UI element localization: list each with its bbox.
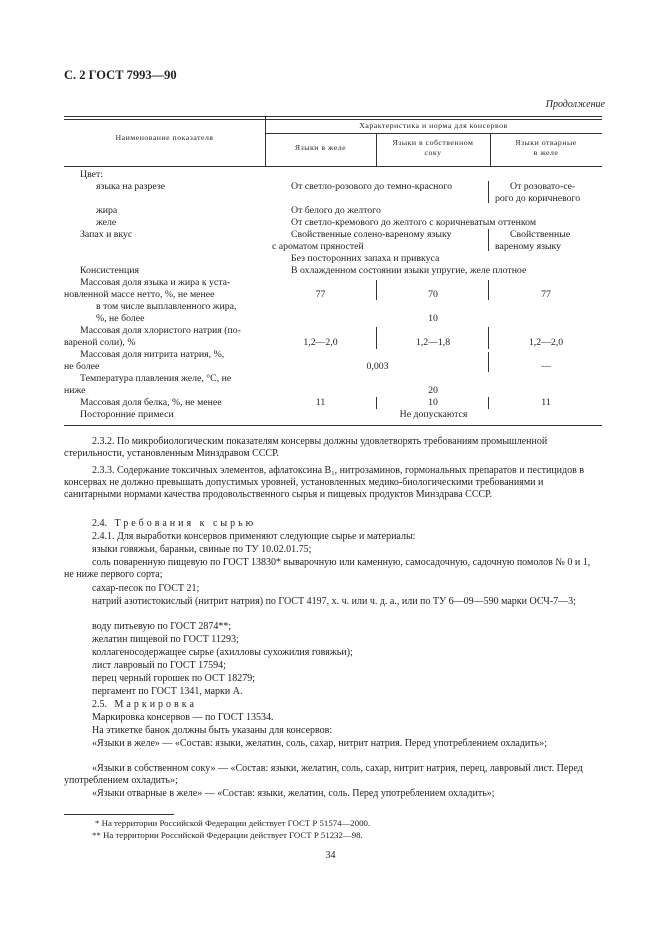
col-indicator-header: Наименование показателя [115,133,214,142]
paragraph-2-3-2: 2.3.2. По микробиологическим показателям консервы должны удовлетворять требованиям промышленной стерильности, установленным Минздравом СССР. [64,436,548,460]
col-group-header: Характеристика и норма для консервов [359,121,508,130]
row-jelly-value: От светло-кремового до желтого с коричневатым оттенком [291,217,537,228]
paragraph-2-5-marking: Маркировка консервов — по ГОСТ 13534. [92,712,274,723]
table-bottom-rule [64,425,602,426]
page-header: С. 2 ГОСТ 7993—90 [64,68,177,82]
row-foreign-label: Посторонние примеси [80,409,174,420]
material-item: перец черный горошек по ОСТ 18279; [92,673,256,684]
row-tongue-cut-value-3b: рого до коричневого [495,193,581,204]
row-nacl-value-3: 1,2—2,0 [528,337,564,348]
paragraph-2-5-label: На этикетке банок должны быть указаны для консервов: [92,725,333,736]
row-mass-label-1: Массовая доля языка и жира к уста- [80,277,231,288]
section-2-4-heading: 2.4. Требования к сырью [92,518,257,529]
row-temp-label-1: Температура плавления желе, °С, не [80,373,232,384]
row-protein-value-2: 10 [428,397,438,408]
row-fat-value: От белого до желтого [291,205,381,216]
row-nacl-label-1: Массовая доля хлористого натрия (по- [80,325,241,336]
row-mass-value-2: 70 [428,289,438,300]
row-tongue-cut-label: языка на разрезе [96,181,166,192]
paragraph-2-4-1: 2.4.1. Для выработки консервов применяют следующие сырье и материалы: [92,531,416,542]
row-nitrite-value-3: — [541,361,551,372]
row-smell-label: Запах и вкус [80,229,133,240]
footnote-2: ** На территории Российской Федерации действует ГОСТ Р 51232—98. [92,830,363,840]
cell-divider [488,280,489,300]
row-melted-label-1: в том числе выплавленного жира, [96,301,237,312]
row-smell-value-1b: с ароматом пряностей [272,241,364,252]
section-2-5-heading: 2.5. Маркировка [92,699,197,710]
row-consistency-label: Консистенция [80,265,139,276]
row-fat-label: жира [96,205,118,216]
row-jelly-label: желе [96,217,117,228]
material-item: лист лавровый по ГОСТ 17594; [92,660,226,671]
row-smell-value-2b: вареному языку [495,241,562,252]
col2-header: Языки в собственном соку [392,138,474,157]
row-tongue-cut-value-3a: От розовато-се- [510,181,576,192]
row-nacl-label-2: вареной соли), % [64,337,136,348]
material-item: коллагеносодержащее сырье (ахилловы сухожилия говяжьи); [92,647,353,658]
row-temp-value: 20 [428,385,438,396]
cell-divider [376,327,377,349]
material-item: натрий азотистокислый (нитрит натрия) по ГОСТ 4197, х. ч. или ч. д. а., или по ТУ 6—09—590 марки ОСЧ-7—3; [92,596,576,607]
row-nitrite-value-1: 0,003 [366,361,389,372]
cell-divider [376,397,377,409]
row-smell-value-2a: Свойственные [510,229,571,240]
row-melted-value: 10 [428,313,438,324]
page-number: 34 [325,850,336,861]
row-mass-label-2: новленной массе нетто, %, не менее [64,289,215,300]
table-top-rule-2 [64,119,602,120]
row-nacl-value-2: 1,2—1,8 [415,337,451,348]
row-protein-label: Массовая доля белка, %, не менее [80,397,222,408]
footnote-rule [64,814,174,815]
row-nitrite-label-1: Массовая доля нитрита натрия, %, [80,349,225,360]
material-item: соль поваренную пищевую по ГОСТ 13830* выварочную или каменную, самосадочную, садочную помолов № 0 и 1, не ниже первого сорта; [64,557,591,581]
label-text-item: «Языки в собственном соку» — «Состав: языки, желатин, соль, сахар, нитрит натрия, перец, лавровый лист. Перед употреблением охладить»; [64,763,583,787]
row-consistency-value: В охлажденном состоянии языки упругие, желе плотное [291,265,527,276]
row-protein-value-1: 11 [315,397,326,408]
table-header-bottom-rule [64,166,602,167]
material-item: желатин пищевой по ГОСТ 11293; [92,634,239,645]
table-subheader-rule [265,133,602,134]
table-top-rule [64,116,602,117]
col1-header: Языки в желе [294,143,347,152]
row-foreign-value: Не допускаются [399,409,468,420]
row-melted-label-2: %, не более [96,313,145,324]
material-item: пергамент по ГОСТ 1341, марки А. [92,686,243,697]
continuation-label: Продолжение [545,99,605,110]
row-protein-value-3: 11 [541,397,551,408]
cell-divider [488,327,489,349]
row-nacl-value-1: 1,2—2,0 [303,337,338,348]
material-item: сахар-песок по ГОСТ 21; [92,583,200,594]
row-temp-label-2: ниже [64,385,86,396]
row-smell-value-1a: Свойственные солено-вареному языку [291,229,452,240]
row-mass-value-3: 77 [541,289,551,300]
paragraph-2-3-3: 2.3.3. Содержание токсичных элементов, афлатоксина B₁, нитрозаминов, гормональных препаратов и пестицидов в консервах не должно превышать допустимых уровней, установленных медико-биологическими требованиями и санитарными нормами качества продовольственного сырья и пищевых продуктов Минздрава СССР. [64,465,585,501]
material-item: воду питьевую по ГОСТ 2874**; [92,621,232,632]
cell-divider [488,229,489,251]
footnote-1: * На территории Российской Федерации действует ГОСТ Р 51574—2000. [95,818,371,828]
cell-divider [376,280,377,300]
row-mass-value-1: 77 [315,289,326,300]
cell-divider [488,352,489,372]
row-tongue-cut-value: От светло-розового до темно-красного [291,181,452,192]
col3-header: Языки отварные в желе [515,138,577,157]
row-nitrite-label-2: не более [64,361,100,372]
row-color-label: Цвет: [80,169,103,180]
cell-divider [488,181,489,203]
label-text-item: «Языки в желе» — «Состав: языки, желатин, соль, сахар, нитрит натрия. Перед употреблением охладить»; [92,738,547,749]
cell-divider [488,397,489,409]
row-smell-value-3: Без посторонних запаха и привкуса [291,253,440,264]
label-text-item: «Языки отварные в желе» — «Состав: языки, желатин, соль. Перед употреблением охладить»; [92,788,495,799]
material-item: языки говяжьи, бараньи, свиные по ТУ 10.02.01.75; [92,544,312,555]
